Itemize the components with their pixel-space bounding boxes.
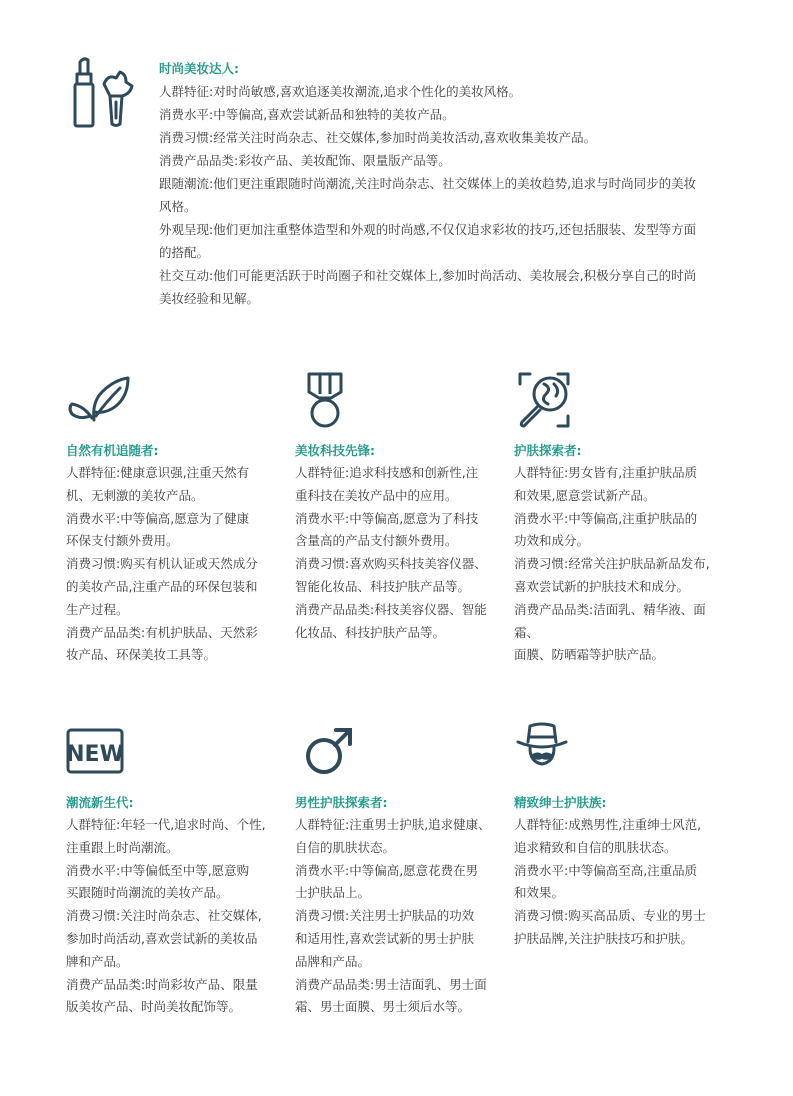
profile-line: 社交互动:他们可能更活跃于时尚圈子和社交媒体上,参加时尚活动、美妆展会,积极分享自己的时尚 xyxy=(159,268,697,283)
profile-line: 的搭配。 xyxy=(159,245,210,260)
card-line: 生产过程。 xyxy=(66,601,129,617)
magnifier-icon xyxy=(514,370,574,430)
card-line: 注重跟上时尚潮流。 xyxy=(66,839,179,855)
card-line: 消费习惯:购买有机认证或天然成分 xyxy=(66,556,258,572)
card-line: 版美妆产品、时尚美妆配饰等。 xyxy=(66,999,242,1015)
profile-line: 人群特征:对时尚敏感,喜欢追逐美妆潮流,追求个性化的美妆风格。 xyxy=(159,84,522,99)
card-line: 妆产品、环保美妆工具等。 xyxy=(66,647,217,663)
profile-card xyxy=(514,440,726,667)
profile-card xyxy=(295,792,507,1019)
top-profile xyxy=(159,58,729,310)
card-line: 人群特征:追求科技感和创新性,注 xyxy=(295,465,479,480)
card-line: 消费水平:中等偏高,愿意花费在男 xyxy=(295,862,479,878)
card-line: 消费习惯:经常关注护肤品新品发布, xyxy=(514,556,710,572)
card-title: 自然有机追随者: xyxy=(66,443,159,458)
card-line: 牌和产品。 xyxy=(66,953,129,969)
card-line: 消费产品品类:有机护肤品、天然彩 xyxy=(66,624,258,640)
card-line: 霜、男士面膜、男士须后水等。 xyxy=(295,999,471,1015)
card-line: 智能化妆品、科技护肤产品等。 xyxy=(295,578,471,594)
profile-line: 风格。 xyxy=(159,199,197,214)
card-line: 士护肤品上。 xyxy=(295,885,371,901)
card-line: 消费产品品类:时尚彩妆产品、限量 xyxy=(66,976,258,992)
card-line: 护肤品牌,关注护肤技巧和护肤。 xyxy=(514,930,693,946)
card-line: 人群特征:注重男士护肤,追求健康、 xyxy=(295,817,491,832)
card-line: 消费习惯:关注男士护肤品的功效 xyxy=(295,908,475,924)
card-title: 男性护肤探索者: xyxy=(295,795,388,810)
card-line: 品牌和产品。 xyxy=(295,953,371,969)
card-line: 人群特征:健康意识强,注重天然有 xyxy=(66,465,250,480)
card-line: 消费产品品类:男士洁面乳、男士面 xyxy=(295,976,487,992)
card-line: 和效果,愿意尝试新产品。 xyxy=(514,487,656,503)
card-title: 美妆科技先锋: xyxy=(295,443,375,458)
card-line: 消费水平:中等偏高,注重护肤品的 xyxy=(514,510,698,526)
card-line: 重科技在美妆产品中的应用。 xyxy=(295,487,458,503)
card-title: 潮流新生代: xyxy=(66,795,134,810)
leaf-icon xyxy=(66,372,132,424)
profile-line: 消费水平:中等偏高,喜欢尝试新品和独特的美妆产品。 xyxy=(159,107,455,122)
card-line: 消费水平:中等偏高至高,注重品质 xyxy=(514,862,698,878)
card-line: 和适用性,喜欢尝试新的男士护肤 xyxy=(295,930,474,946)
profile-card xyxy=(66,440,278,667)
card-title: 精致绅士护肤族: xyxy=(514,795,607,810)
card-line: 消费产品品类:科技美容仪器、智能 xyxy=(295,601,487,617)
card-line: 化妆品、科技护肤产品等。 xyxy=(295,624,446,640)
card-line: 面膜、防晒霜等护肤产品。 xyxy=(514,647,665,663)
card-line: 功效和成分。 xyxy=(514,533,590,549)
card-line: 买跟随时尚潮流的美妆产品。 xyxy=(66,885,229,901)
card-line: 追求精致和自信的肌肤状态。 xyxy=(514,839,677,855)
card-line: 环保支付额外费用。 xyxy=(66,533,179,549)
card-line: 消费水平:中等偏高,愿意为了科技 xyxy=(295,510,479,526)
profile-card xyxy=(66,792,278,1019)
card-line: 和效果。 xyxy=(514,885,565,901)
card-line: 参加时尚活动,喜欢尝试新的美妆品 xyxy=(66,930,258,946)
profile-card xyxy=(295,440,507,644)
profile-card xyxy=(514,792,726,951)
card-line: 消费习惯:购买高品质、专业的男士 xyxy=(514,908,706,924)
lipstick-brush-icon xyxy=(70,56,136,130)
card-line: 喜欢尝试新的护肤技术和成分。 xyxy=(514,578,690,594)
profile-line: 美妆经验和见解。 xyxy=(159,291,260,306)
profile-title: 时尚美妆达人: xyxy=(159,61,239,76)
card-line: 自信的肌肤状态。 xyxy=(295,839,396,855)
card-line: 消费习惯:关注时尚杂志、社交媒体, xyxy=(66,908,262,924)
card-line: 消费水平:中等偏高,愿意为了健康 xyxy=(66,510,250,526)
card-line: 的美妆产品,注重产品的环保包装和 xyxy=(66,578,258,594)
profile-line: 消费产品品类:彩妆产品、美妆配饰、限量版产品等。 xyxy=(159,153,451,168)
profile-line: 外观呈现:他们更加注重整体造型和外观的时尚感,不仅仅追求彩妆的技巧,还包括服装、发型等方面 xyxy=(159,222,697,237)
card-line: 含量高的产品支付额外费用。 xyxy=(295,533,458,549)
card-line: 人群特征:年轻一代,追求时尚、个性, xyxy=(66,817,266,832)
card-line: 人群特征:男女皆有,注重护肤品质 xyxy=(514,465,698,480)
medal-icon xyxy=(305,372,345,430)
card-title: 护肤探索者: xyxy=(514,443,582,458)
card-line: 人群特征:成熟男性,注重绅士风范, xyxy=(514,817,702,832)
card-line: 消费产品品类:洁面乳、精华液、面霜、 xyxy=(514,601,706,640)
new-badge-icon xyxy=(66,728,124,774)
card-line: 消费习惯:喜欢购买科技美容仪器、 xyxy=(295,556,487,572)
profile-line: 消费习惯:经常关注时尚杂志、社交媒体,参加时尚美妆活动,喜欢收集美妆产品。 xyxy=(159,130,597,145)
gentleman-hat-mustache-icon xyxy=(514,720,570,770)
new-badge-text: NEW xyxy=(66,742,124,767)
male-symbol-icon xyxy=(304,726,356,776)
card-line: 机、无刺激的美妆产品。 xyxy=(66,487,204,503)
profile-line: 跟随潮流:他们更注重跟随时尚潮流,关注时尚杂志、社交媒体上的美妆趋势,追求与时尚同步的美妆 xyxy=(159,176,697,191)
card-line: 消费水平:中等偏低至中等,愿意购 xyxy=(66,862,250,878)
